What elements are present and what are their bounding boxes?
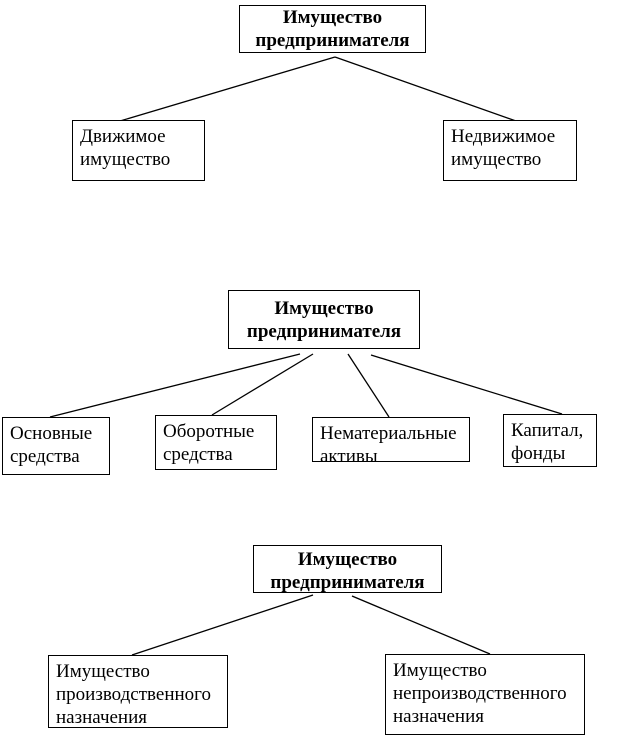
tree3-child-nonproduction-property: Имущество непроизводственного назначения (385, 654, 585, 735)
tree2-child-capital-funds: Капитал, фонды (503, 414, 597, 467)
tree3-root-node: Имущество предпринимателя (253, 545, 442, 593)
tree1-child-movable-property: Движимое имущество (72, 120, 205, 181)
tree2-root-node: Имущество предпринимателя (228, 290, 420, 349)
tree1-child-immovable-property: Недвижимое имущество (443, 120, 577, 181)
tree2-child-intangible-assets: Нематериальные активы (312, 417, 470, 462)
tree3-child-production-property: Имущество производственного назначения (48, 655, 228, 728)
tree2-child-current-assets: Оборотные средства (155, 415, 277, 470)
tree1-root-node: Имущество предпринимателя (239, 5, 426, 53)
tree2-child-fixed-assets: Основные средства (2, 417, 110, 475)
